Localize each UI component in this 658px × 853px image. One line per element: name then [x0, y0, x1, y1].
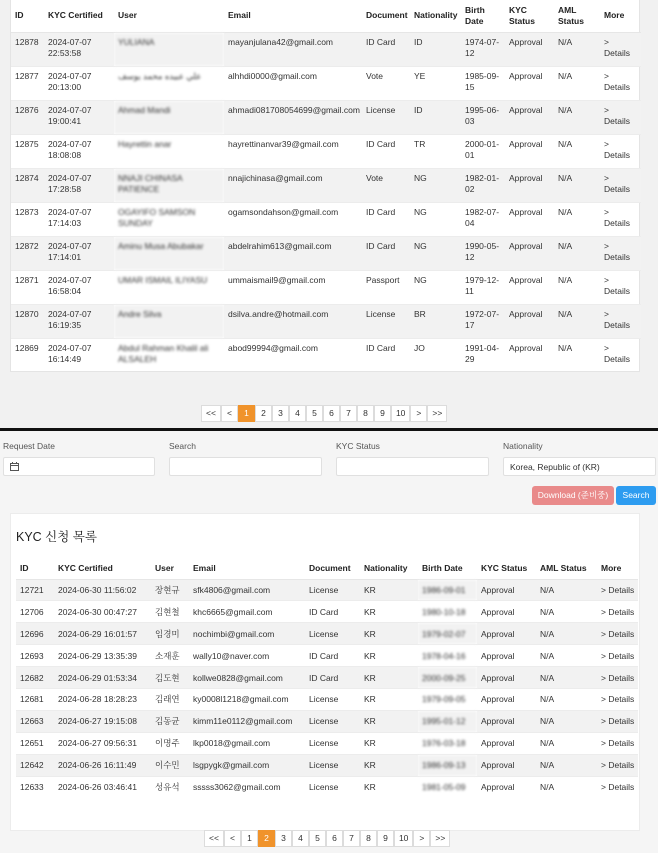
- cell-kyc-certified: 2024-07-07 16:58:04: [44, 270, 114, 304]
- cell-aml-status: N/A: [536, 601, 597, 623]
- cell-kyc-certified: 2024-07-07 17:14:03: [44, 202, 114, 236]
- cell-id: 12721: [16, 579, 54, 601]
- page-button[interactable]: 8: [360, 830, 377, 847]
- page-button[interactable]: >: [410, 405, 427, 422]
- table-row: [16, 688, 638, 710]
- cell-nationality: ID: [410, 100, 461, 134]
- cell-user: YULIANA: [114, 32, 224, 66]
- page-button[interactable]: 10: [391, 405, 410, 422]
- table-row: [16, 754, 638, 776]
- details-link[interactable]: > Details: [597, 601, 638, 623]
- cell-kyc-certified: 2024-07-07 17:14:01: [44, 236, 114, 270]
- column-header: AML Status: [554, 0, 600, 32]
- cell-kyc-certified: 2024-06-26 03:46:41: [54, 776, 151, 798]
- top-pagination: [201, 405, 447, 422]
- cell-kyc-certified: 2024-07-07 17:28:58: [44, 168, 114, 202]
- cell-aml-status: N/A: [554, 304, 600, 338]
- cell-document: License: [305, 623, 360, 645]
- cell-birth-date: 1991-04-29: [461, 338, 505, 372]
- cell-id: 12633: [16, 776, 54, 798]
- cell-id: 12874: [11, 168, 44, 202]
- cell-user: NNAJI CHINASA PATIENCE: [114, 168, 224, 202]
- cell-kyc-status: Approval: [477, 579, 536, 601]
- cell-id: 12871: [11, 270, 44, 304]
- table-row: [16, 776, 638, 798]
- details-link[interactable]: > Details: [597, 645, 638, 667]
- cell-nationality: KR: [360, 645, 418, 667]
- cell-nationality: TR: [410, 134, 461, 168]
- column-header: KYC Certified: [44, 0, 114, 32]
- cell-nationality: JO: [410, 338, 461, 372]
- cell-email: alhhdi0000@gmail.com: [224, 66, 362, 100]
- page-button[interactable]: 1: [241, 830, 258, 847]
- cell-id: 12693: [16, 645, 54, 667]
- table-row: [11, 236, 641, 270]
- cell-email: lsgpygk@gmail.com: [189, 754, 305, 776]
- details-link[interactable]: > Details: [600, 304, 641, 338]
- cell-aml-status: N/A: [554, 134, 600, 168]
- cell-email: abod99994@gmail.com: [224, 338, 362, 372]
- bottom-kyc-table: [16, 557, 638, 798]
- page-button[interactable]: 10: [394, 830, 413, 847]
- table-row: [16, 623, 638, 645]
- top-kyc-table-card: [10, 0, 640, 372]
- cell-email: wally10@naver.com: [189, 645, 305, 667]
- cell-user: Andre Silva: [114, 304, 224, 338]
- cell-id: 12696: [16, 623, 54, 645]
- page-button[interactable]: 5: [309, 830, 326, 847]
- cell-id: 12878: [11, 32, 44, 66]
- table-row: [16, 732, 638, 754]
- column-header: ID: [16, 557, 54, 579]
- table-row: [16, 601, 638, 623]
- cell-birth-date: 1979-12-11: [461, 270, 505, 304]
- cell-nationality: NG: [410, 168, 461, 202]
- cell-kyc-status: Approval: [505, 100, 554, 134]
- cell-kyc-certified: 2024-06-29 16:01:57: [54, 623, 151, 645]
- cell-kyc-status: Approval: [477, 754, 536, 776]
- top-table-body: [11, 32, 641, 372]
- page-button[interactable]: 7: [340, 405, 357, 422]
- details-link[interactable]: > Details: [597, 710, 638, 732]
- cell-kyc-status: Approval: [505, 202, 554, 236]
- search-input[interactable]: [169, 457, 322, 476]
- cell-id: 12877: [11, 66, 44, 100]
- cell-birth-date: 2000-09-25: [418, 667, 477, 689]
- details-link[interactable]: > Details: [600, 338, 641, 372]
- cell-user: UMAR ISMAIL ILIYASU: [114, 270, 224, 304]
- cell-email: lkp0018@gmail.com: [189, 732, 305, 754]
- cell-aml-status: N/A: [554, 236, 600, 270]
- cell-birth-date: 1982-01-02: [461, 168, 505, 202]
- cell-kyc-status: Approval: [505, 236, 554, 270]
- cell-kyc-status: Approval: [505, 304, 554, 338]
- details-link[interactable]: > Details: [600, 66, 641, 100]
- cell-user: 김현철: [151, 601, 189, 623]
- cell-birth-date: 1982-07-04: [461, 202, 505, 236]
- cell-birth-date: 1990-05-12: [461, 236, 505, 270]
- cell-aml-status: N/A: [554, 100, 600, 134]
- cell-kyc-status: Approval: [505, 270, 554, 304]
- cell-aml-status: N/A: [536, 710, 597, 732]
- cell-birth-date: 1985-09-15: [461, 66, 505, 100]
- column-header: More: [600, 0, 641, 32]
- page-button[interactable]: 2: [255, 405, 272, 422]
- top-kyc-table: [11, 0, 641, 372]
- cell-document: ID Card: [362, 134, 410, 168]
- cell-id: 12873: [11, 202, 44, 236]
- cell-user: Abdul Rahman Khalil ali ALSALEH: [114, 338, 224, 372]
- cell-kyc-status: Approval: [505, 168, 554, 202]
- cell-email: abdelrahim613@gmail.com: [224, 236, 362, 270]
- cell-kyc-status: Approval: [505, 134, 554, 168]
- page-button[interactable]: >>: [430, 830, 450, 847]
- cell-aml-status: N/A: [554, 66, 600, 100]
- cell-kyc-certified: 2024-07-07 18:08:08: [44, 134, 114, 168]
- cell-kyc-status: Approval: [505, 338, 554, 372]
- cell-email: nnajichinasa@gmail.com: [224, 168, 362, 202]
- cell-birth-date: 1972-07-17: [461, 304, 505, 338]
- cell-id: 12642: [16, 754, 54, 776]
- cell-nationality: YE: [410, 66, 461, 100]
- cell-user: 이명주: [151, 732, 189, 754]
- cell-birth-date: 1979-02-07: [418, 623, 477, 645]
- cell-nationality: BR: [410, 304, 461, 338]
- cell-kyc-status: Approval: [477, 623, 536, 645]
- table-row: [16, 667, 638, 689]
- cell-aml-status: N/A: [536, 732, 597, 754]
- cell-user: Hayrettin anar: [114, 134, 224, 168]
- nationality-label: Nationality: [503, 441, 543, 451]
- cell-birth-date: 2000-01-01: [461, 134, 505, 168]
- cell-nationality: NG: [410, 202, 461, 236]
- column-header: More: [597, 557, 638, 579]
- cell-aml-status: N/A: [536, 776, 597, 798]
- cell-kyc-certified: 2024-07-07 16:14:49: [44, 338, 114, 372]
- table-row: [16, 710, 638, 732]
- page-button[interactable]: 6: [323, 405, 340, 422]
- cell-kyc-certified: 2024-06-26 16:11:49: [54, 754, 151, 776]
- cell-kyc-status: Approval: [505, 66, 554, 100]
- cell-kyc-certified: 2024-07-07 19:00:41: [44, 100, 114, 134]
- cell-document: License: [305, 754, 360, 776]
- cell-kyc-certified: 2024-06-30 11:56:02: [54, 579, 151, 601]
- bottom-table-header-row: [16, 557, 638, 579]
- column-header: Birth Date: [461, 0, 505, 32]
- table-row: [16, 645, 638, 667]
- cell-document: License: [305, 732, 360, 754]
- page-button[interactable]: 4: [292, 830, 309, 847]
- cell-document: License: [362, 100, 410, 134]
- column-header: AML Status: [536, 557, 597, 579]
- request-date-input[interactable]: [3, 457, 155, 476]
- cell-aml-status: N/A: [536, 667, 597, 689]
- cell-birth-date: 1986-09-01: [418, 579, 477, 601]
- cell-aml-status: N/A: [536, 754, 597, 776]
- cell-aml-status: N/A: [536, 579, 597, 601]
- column-header: ID: [11, 0, 44, 32]
- cell-birth-date: 1986-09-13: [418, 754, 477, 776]
- cell-user: 김래연: [151, 688, 189, 710]
- page-button[interactable]: <<: [201, 405, 221, 422]
- cell-document: Vote: [362, 168, 410, 202]
- cell-kyc-certified: 2024-06-27 19:15:08: [54, 710, 151, 732]
- cell-document: License: [305, 579, 360, 601]
- cell-document: ID Card: [305, 601, 360, 623]
- cell-nationality: KR: [360, 732, 418, 754]
- details-link[interactable]: > Details: [597, 754, 638, 776]
- page-button[interactable]: 8: [357, 405, 374, 422]
- cell-kyc-certified: 2024-07-07 20:13:00: [44, 66, 114, 100]
- cell-email: ky0008l1218@gmail.com: [189, 688, 305, 710]
- cell-id: 12663: [16, 710, 54, 732]
- column-header: KYC Status: [505, 0, 554, 32]
- details-link[interactable]: > Details: [597, 623, 638, 645]
- column-header: Email: [224, 0, 362, 32]
- kyc-list-title: KYC 신청 목록: [16, 530, 97, 544]
- page-button[interactable]: 1: [238, 405, 255, 422]
- table-row: [11, 304, 641, 338]
- cell-user: 장현규: [151, 579, 189, 601]
- page-button[interactable]: 2: [258, 830, 275, 847]
- cell-document: License: [362, 304, 410, 338]
- page-button[interactable]: <<: [204, 830, 224, 847]
- table-row: [11, 100, 641, 134]
- cell-birth-date: 1979-09-05: [418, 688, 477, 710]
- cell-nationality: KR: [360, 601, 418, 623]
- search-button[interactable]: Search: [616, 486, 656, 505]
- cell-aml-status: N/A: [554, 202, 600, 236]
- cell-user: علي عبيده محمد يوسف: [114, 66, 224, 100]
- cell-kyc-certified: 2024-07-07 16:19:35: [44, 304, 114, 338]
- cell-nationality: ID: [410, 32, 461, 66]
- details-link[interactable]: > Details: [600, 32, 641, 66]
- cell-aml-status: N/A: [554, 270, 600, 304]
- page-button[interactable]: 6: [326, 830, 343, 847]
- cell-user: 임경미: [151, 623, 189, 645]
- cell-user: 성유석: [151, 776, 189, 798]
- cell-email: ogamsondahson@gmail.com: [224, 202, 362, 236]
- cell-id: 12872: [11, 236, 44, 270]
- cell-email: nochimbi@gmail.com: [189, 623, 305, 645]
- table-row: [11, 168, 641, 202]
- column-header: Nationality: [410, 0, 461, 32]
- cell-user: 김도현: [151, 667, 189, 689]
- cell-user: 소재훈: [151, 645, 189, 667]
- cell-id: 12875: [11, 134, 44, 168]
- cell-kyc-certified: 2024-06-27 09:56:31: [54, 732, 151, 754]
- cell-birth-date: 1981-05-09: [418, 776, 477, 798]
- bottom-pagination: [204, 830, 450, 847]
- cell-email: kollwe0828@gmail.com: [189, 667, 305, 689]
- page-button[interactable]: 4: [289, 405, 306, 422]
- nationality-select[interactable]: Korea, Republic of (KR): [503, 457, 656, 476]
- column-header: Document: [362, 0, 410, 32]
- cell-id: 12870: [11, 304, 44, 338]
- column-header: KYC Status: [477, 557, 536, 579]
- cell-user: OGAYIFO SAMSON SUNDAY: [114, 202, 224, 236]
- cell-aml-status: N/A: [536, 623, 597, 645]
- cell-id: 12682: [16, 667, 54, 689]
- cell-document: Vote: [362, 66, 410, 100]
- cell-kyc-certified: 2024-06-29 01:53:34: [54, 667, 151, 689]
- table-row: [11, 270, 641, 304]
- details-link[interactable]: > Details: [597, 579, 638, 601]
- column-header: Document: [305, 557, 360, 579]
- cell-id: 12876: [11, 100, 44, 134]
- cell-user: 김동균: [151, 710, 189, 732]
- cell-email: sssss3062@gmail.com: [189, 776, 305, 798]
- cell-kyc-status: Approval: [477, 645, 536, 667]
- cell-kyc-status: Approval: [477, 688, 536, 710]
- cell-kyc-status: Approval: [477, 776, 536, 798]
- table-row: [11, 66, 641, 100]
- column-header: User: [151, 557, 189, 579]
- cell-kyc-certified: 2024-06-30 00:47:27: [54, 601, 151, 623]
- column-header: User: [114, 0, 224, 32]
- cell-aml-status: N/A: [554, 32, 600, 66]
- cell-user: Aminu Musa Abubakar: [114, 236, 224, 270]
- details-link[interactable]: > Details: [600, 168, 641, 202]
- cell-user: Ahmad Mandi: [114, 100, 224, 134]
- cell-nationality: NG: [410, 270, 461, 304]
- cell-nationality: KR: [360, 688, 418, 710]
- details-link[interactable]: > Details: [597, 688, 638, 710]
- page-button[interactable]: <: [224, 830, 241, 847]
- table-row: [16, 579, 638, 601]
- table-row: [11, 134, 641, 168]
- kyc-status-select[interactable]: [336, 457, 489, 476]
- details-link[interactable]: > Details: [597, 776, 638, 798]
- page-button[interactable]: 7: [343, 830, 360, 847]
- cell-nationality: KR: [360, 776, 418, 798]
- cell-kyc-status: Approval: [505, 32, 554, 66]
- cell-document: License: [305, 688, 360, 710]
- cell-user: 이수민: [151, 754, 189, 776]
- cell-id: 12869: [11, 338, 44, 372]
- cell-document: License: [305, 710, 360, 732]
- cell-email: ahmadi081708054699@gmail.com: [224, 100, 362, 134]
- cell-document: ID Card: [362, 338, 410, 372]
- cell-id: 12651: [16, 732, 54, 754]
- cell-email: dsilva.andre@hotmail.com: [224, 304, 362, 338]
- cell-document: ID Card: [362, 202, 410, 236]
- cell-nationality: KR: [360, 667, 418, 689]
- page-button[interactable]: >>: [427, 405, 447, 422]
- cell-birth-date: 1995-01-12: [418, 710, 477, 732]
- cell-birth-date: 1978-04-16: [418, 645, 477, 667]
- page-button[interactable]: 9: [377, 830, 394, 847]
- request-date-label: Request Date: [3, 441, 55, 451]
- cell-email: mayanjulana42@gmail.com: [224, 32, 362, 66]
- page-button[interactable]: >: [413, 830, 430, 847]
- cell-id: 12706: [16, 601, 54, 623]
- bottom-kyc-table-card: [10, 513, 640, 831]
- cell-id: 12681: [16, 688, 54, 710]
- cell-email: sfk4806@gmail.com: [189, 579, 305, 601]
- cell-aml-status: N/A: [536, 688, 597, 710]
- details-link[interactable]: > Details: [600, 100, 641, 134]
- search-label: Search: [169, 441, 196, 451]
- details-link[interactable]: > Details: [600, 202, 641, 236]
- cell-birth-date: 1974-07-12: [461, 32, 505, 66]
- cell-email: ummaismail9@gmail.com: [224, 270, 362, 304]
- column-header: Birth Date: [418, 557, 477, 579]
- cell-aml-status: N/A: [554, 338, 600, 372]
- cell-kyc-status: Approval: [477, 667, 536, 689]
- cell-kyc-certified: 2024-06-28 18:28:23: [54, 688, 151, 710]
- cell-aml-status: N/A: [536, 645, 597, 667]
- column-header: KYC Certified: [54, 557, 151, 579]
- cell-document: ID Card: [305, 667, 360, 689]
- column-header: Nationality: [360, 557, 418, 579]
- cell-aml-status: N/A: [554, 168, 600, 202]
- cell-document: ID Card: [305, 645, 360, 667]
- details-link[interactable]: > Details: [600, 270, 641, 304]
- bottom-kyc-panel: [0, 431, 658, 853]
- cell-kyc-status: Approval: [477, 732, 536, 754]
- column-header: Email: [189, 557, 305, 579]
- page-button[interactable]: 3: [272, 405, 289, 422]
- download-button[interactable]: Download (준비중): [532, 486, 614, 505]
- cell-email: hayrettinanvar39@gmail.com: [224, 134, 362, 168]
- kyc-status-label: KYC Status: [336, 441, 380, 451]
- details-link[interactable]: > Details: [600, 134, 641, 168]
- table-row: [11, 32, 641, 66]
- table-row: [11, 338, 641, 372]
- cell-document: ID Card: [362, 32, 410, 66]
- calendar-icon: [10, 462, 19, 471]
- cell-document: ID Card: [362, 236, 410, 270]
- cell-nationality: KR: [360, 754, 418, 776]
- page-button[interactable]: <: [221, 405, 238, 422]
- top-table-header-row: [11, 0, 641, 32]
- cell-birth-date: 1976-03-18: [418, 732, 477, 754]
- cell-document: License: [305, 776, 360, 798]
- cell-email: kimm11e0112@gmail.com: [189, 710, 305, 732]
- cell-birth-date: 1995-06-03: [461, 100, 505, 134]
- page-button[interactable]: 5: [306, 405, 323, 422]
- details-link[interactable]: > Details: [600, 236, 641, 270]
- bottom-table-body: [16, 579, 638, 798]
- cell-email: khc6665@gmail.com: [189, 601, 305, 623]
- details-link[interactable]: > Details: [597, 667, 638, 689]
- cell-kyc-certified: 2024-07-07 22:53:58: [44, 32, 114, 66]
- cell-kyc-status: Approval: [477, 601, 536, 623]
- cell-kyc-status: Approval: [477, 710, 536, 732]
- cell-document: Passport: [362, 270, 410, 304]
- cell-nationality: NG: [410, 236, 461, 270]
- page-button[interactable]: 9: [374, 405, 391, 422]
- cell-nationality: KR: [360, 579, 418, 601]
- cell-nationality: KR: [360, 623, 418, 645]
- details-link[interactable]: > Details: [597, 732, 638, 754]
- page-button[interactable]: 3: [275, 830, 292, 847]
- cell-nationality: KR: [360, 710, 418, 732]
- table-row: [11, 202, 641, 236]
- cell-birth-date: 1980-10-18: [418, 601, 477, 623]
- cell-kyc-certified: 2024-06-29 13:35:39: [54, 645, 151, 667]
